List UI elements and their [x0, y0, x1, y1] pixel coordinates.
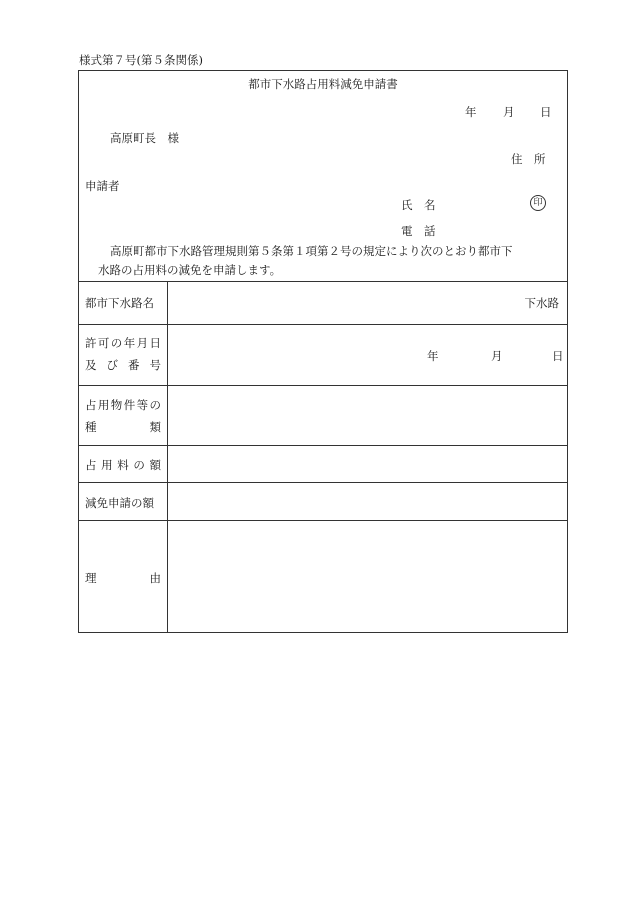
row-divider — [79, 324, 567, 325]
row-divider — [79, 482, 567, 483]
application-form — [78, 70, 568, 633]
seal-icon: 印 — [530, 195, 546, 211]
exemption-amount-label: 減免申請の額 — [85, 496, 154, 510]
sewer-suffix: 下水路 — [524, 296, 559, 310]
sewer-name-label: 都市下水路名 — [85, 296, 154, 310]
row-divider — [79, 385, 567, 386]
form-number: 様式第７号(第５条関係) — [79, 53, 203, 67]
name-label: 氏 名 — [401, 198, 436, 212]
row-divider — [79, 520, 567, 521]
date-month-label: 月 — [503, 105, 515, 119]
table-column-divider — [167, 281, 168, 632]
reason-label: 理由 — [85, 571, 161, 585]
phone-label: 電 話 — [401, 224, 436, 238]
statement-line-1: 高原町都市下水路管理規則第５条第１項第２号の規定により次のとおり都市下 — [110, 244, 513, 258]
applicant-label: 申請者 — [85, 179, 120, 193]
addressee: 高原町長 様 — [110, 131, 179, 145]
date-day-label: 日 — [540, 105, 552, 119]
form-title: 都市下水路占用料減免申請書 — [248, 77, 398, 91]
permit-day-label: 日 — [552, 349, 564, 363]
statement-line-2: 水路の占用料の減免を申請します。 — [98, 263, 282, 277]
permit-label-line-2: 及び番号 — [85, 358, 161, 372]
address-label: 住 所 — [511, 152, 546, 166]
permit-year-label: 年 — [427, 349, 439, 363]
table-divider — [79, 281, 567, 282]
date-year-label: 年 — [465, 105, 477, 119]
fee-amount-label: 占用料の額 — [85, 458, 161, 472]
occupancy-label-line-2: 種類 — [85, 420, 161, 434]
permit-label-line-1: 許可の年月日 — [85, 336, 161, 350]
permit-month-label: 月 — [491, 349, 503, 363]
row-divider — [79, 445, 567, 446]
occupancy-label-line-1: 占用物件等の — [85, 398, 161, 412]
